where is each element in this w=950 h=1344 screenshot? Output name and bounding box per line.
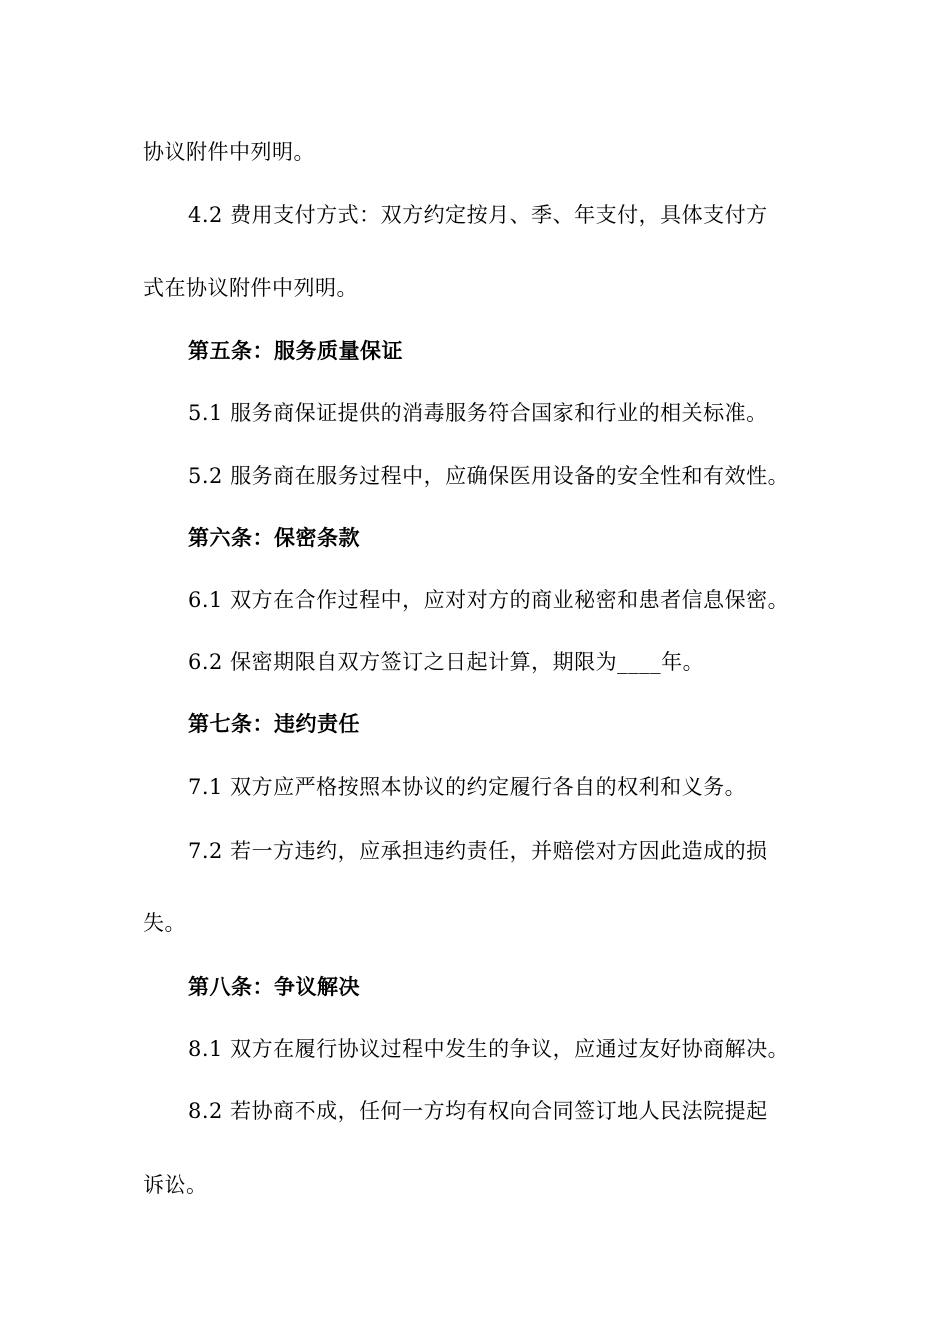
article-8-heading: 第八条：争议解决	[188, 975, 360, 999]
article-5-heading: 第五条：服务质量保证	[188, 339, 403, 363]
clause-6-1: 6.1 双方在合作过程中，应对对方的商业秘密和患者信息保密。	[188, 588, 790, 612]
clause-4-2: 4.2 费用支付方式：双方约定按月、季、年支付，具体支付方	[188, 203, 768, 227]
clause-4-2-continuation: 式在协议附件中列明。	[143, 276, 358, 300]
clause-7-2-continuation: 失。	[143, 911, 186, 935]
article-6-heading: 第六条：保密条款	[188, 526, 360, 550]
clause-8-2-continuation: 诉讼。	[143, 1173, 208, 1197]
paragraph-continuation: 协议附件中列明。	[143, 140, 315, 164]
article-7-heading: 第七条：违约责任	[188, 712, 360, 736]
clause-7-2: 7.2 若一方违约，应承担违约责任，并赔偿对方因此造成的损	[188, 839, 768, 863]
clause-5-1: 5.1 服务商保证提供的消毒服务符合国家和行业的相关标准。	[188, 401, 768, 425]
clause-6-2: 6.2 保密期限自双方签订之日起计算，期限为____年。	[188, 650, 705, 674]
clause-8-2: 8.2 若协商不成，任何一方均有权向合同签订地人民法院提起	[188, 1099, 768, 1123]
clause-7-1: 7.1 双方应严格按照本协议的约定履行各自的权利和义务。	[188, 775, 747, 799]
clause-8-1: 8.1 双方在履行协议过程中发生的争议，应通过友好协商解决。	[188, 1037, 790, 1061]
clause-5-2: 5.2 服务商在服务过程中，应确保医用设备的安全性和有效性。	[188, 464, 790, 488]
